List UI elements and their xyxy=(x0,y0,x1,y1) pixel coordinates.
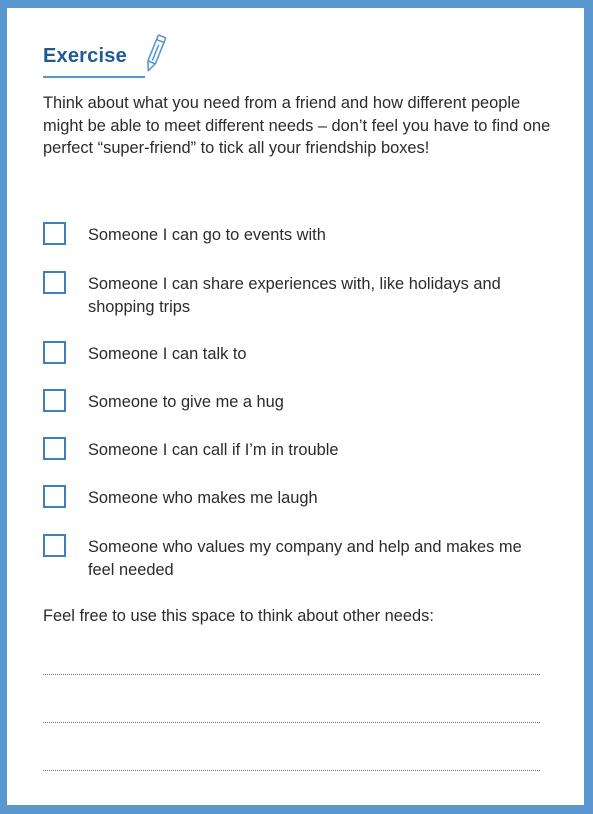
intro-text: Think about what you need from a friend and how different people might be able to meet different needs – don’t feel you have to find one perfect “super-friend” to tick all your friendship boxes! xyxy=(43,94,551,157)
worksheet-page xyxy=(7,8,584,805)
checkbox[interactable] xyxy=(43,485,66,508)
checklist-item-label: Someone I can go to events with xyxy=(88,226,326,244)
checklist-item-label: Someone I can call if I’m in trouble xyxy=(88,441,339,459)
checklist-item-label: Someone who values my company and help and makes me feel needed xyxy=(88,538,522,579)
checkbox[interactable] xyxy=(43,389,66,412)
checklist-item-label: Someone who makes me laugh xyxy=(88,489,318,507)
checkbox[interactable] xyxy=(43,341,66,364)
checkbox[interactable] xyxy=(43,222,66,245)
pencil-icon xyxy=(141,32,169,76)
checkbox[interactable] xyxy=(43,437,66,460)
writing-line[interactable] xyxy=(43,770,540,771)
checklist-item-label: Someone I can share experiences with, like holidays and shopping trips xyxy=(88,275,501,316)
writing-line[interactable] xyxy=(43,674,540,675)
title-underline xyxy=(43,76,145,78)
page-title: Exercise xyxy=(43,45,127,67)
checkbox[interactable] xyxy=(43,271,66,294)
checkbox[interactable] xyxy=(43,534,66,557)
checklist-item-label: Someone I can talk to xyxy=(88,345,247,363)
notes-prompt: Feel free to use this space to think about other needs: xyxy=(43,607,434,625)
checklist-item-label: Someone to give me a hug xyxy=(88,393,284,411)
writing-line[interactable] xyxy=(43,722,540,723)
exercise-header xyxy=(43,30,243,80)
